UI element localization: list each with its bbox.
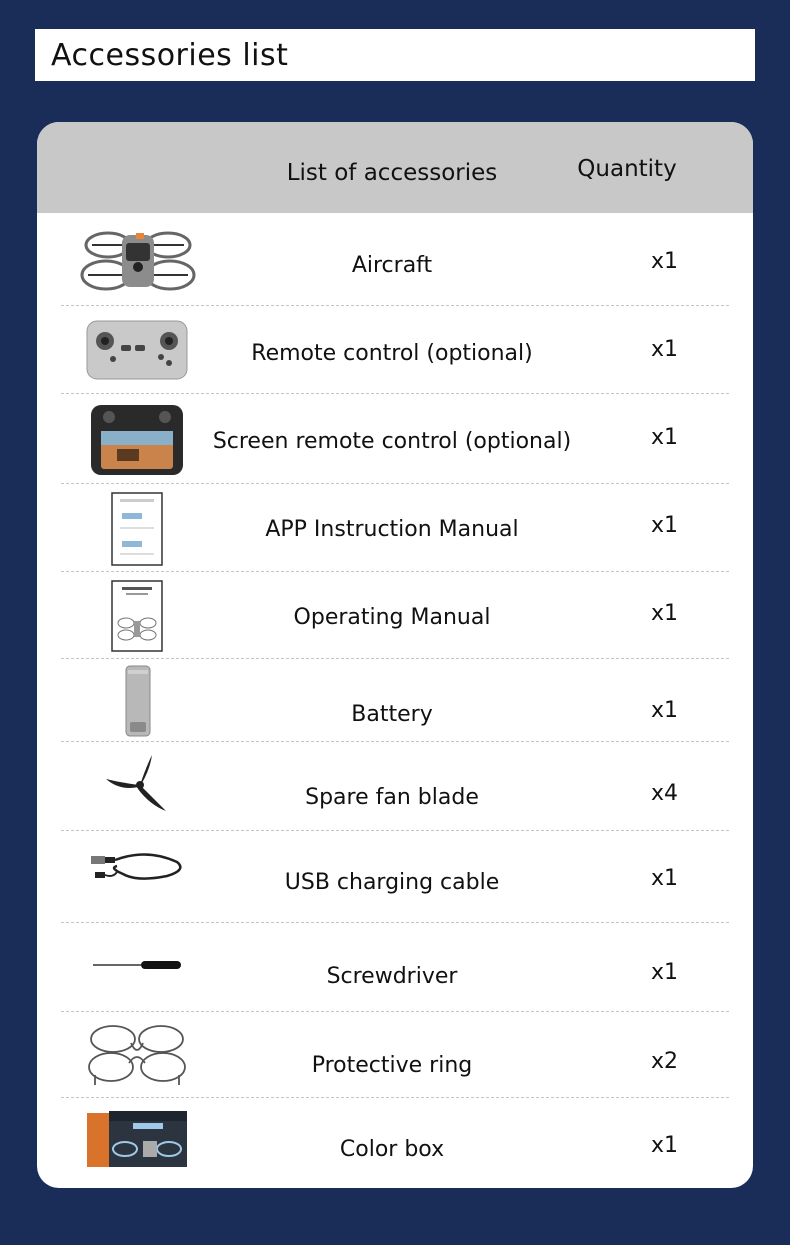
table-row	[37, 1011, 753, 1097]
row-qty: x1	[650, 1133, 679, 1158]
table-row	[37, 922, 753, 1011]
row-name: Battery	[351, 702, 433, 727]
table-row	[37, 483, 753, 571]
table-row	[37, 658, 753, 741]
row-qty: x1	[650, 601, 679, 626]
row-qty: x1	[650, 337, 679, 362]
header-accessories: List of accessories	[286, 160, 498, 186]
row-qty: x1	[650, 513, 679, 538]
accessories-table	[37, 122, 753, 1188]
row-name: Aircraft	[351, 253, 433, 278]
title-bar	[35, 29, 755, 81]
table-row	[37, 741, 753, 830]
row-qty: x1	[650, 960, 679, 985]
table-row	[37, 213, 753, 305]
table-row	[37, 571, 753, 658]
table-row	[37, 830, 753, 922]
row-qty: x4	[650, 781, 679, 806]
table-row	[37, 393, 753, 483]
row-name: Color box	[339, 1137, 445, 1162]
row-name: USB charging cable	[284, 870, 500, 895]
row-name: Screwdriver	[326, 964, 458, 989]
table-header	[37, 122, 753, 213]
row-qty: x1	[650, 425, 679, 450]
row-name: Operating Manual	[293, 605, 491, 630]
row-name: APP Instruction Manual	[265, 517, 519, 542]
page-title: Accessories list	[51, 37, 289, 73]
row-name: Remote control (optional)	[251, 341, 533, 366]
table-row	[37, 1097, 753, 1188]
header-quantity: Quantity	[577, 156, 677, 182]
table-row	[37, 305, 753, 393]
row-qty: x1	[650, 866, 679, 891]
row-qty: x1	[650, 249, 679, 274]
row-name: Protective ring	[311, 1053, 473, 1078]
row-qty: x2	[650, 1049, 679, 1074]
row-name: Spare fan blade	[305, 785, 479, 810]
row-qty: x1	[650, 698, 679, 723]
row-name: Screen remote control (optional)	[212, 429, 572, 454]
